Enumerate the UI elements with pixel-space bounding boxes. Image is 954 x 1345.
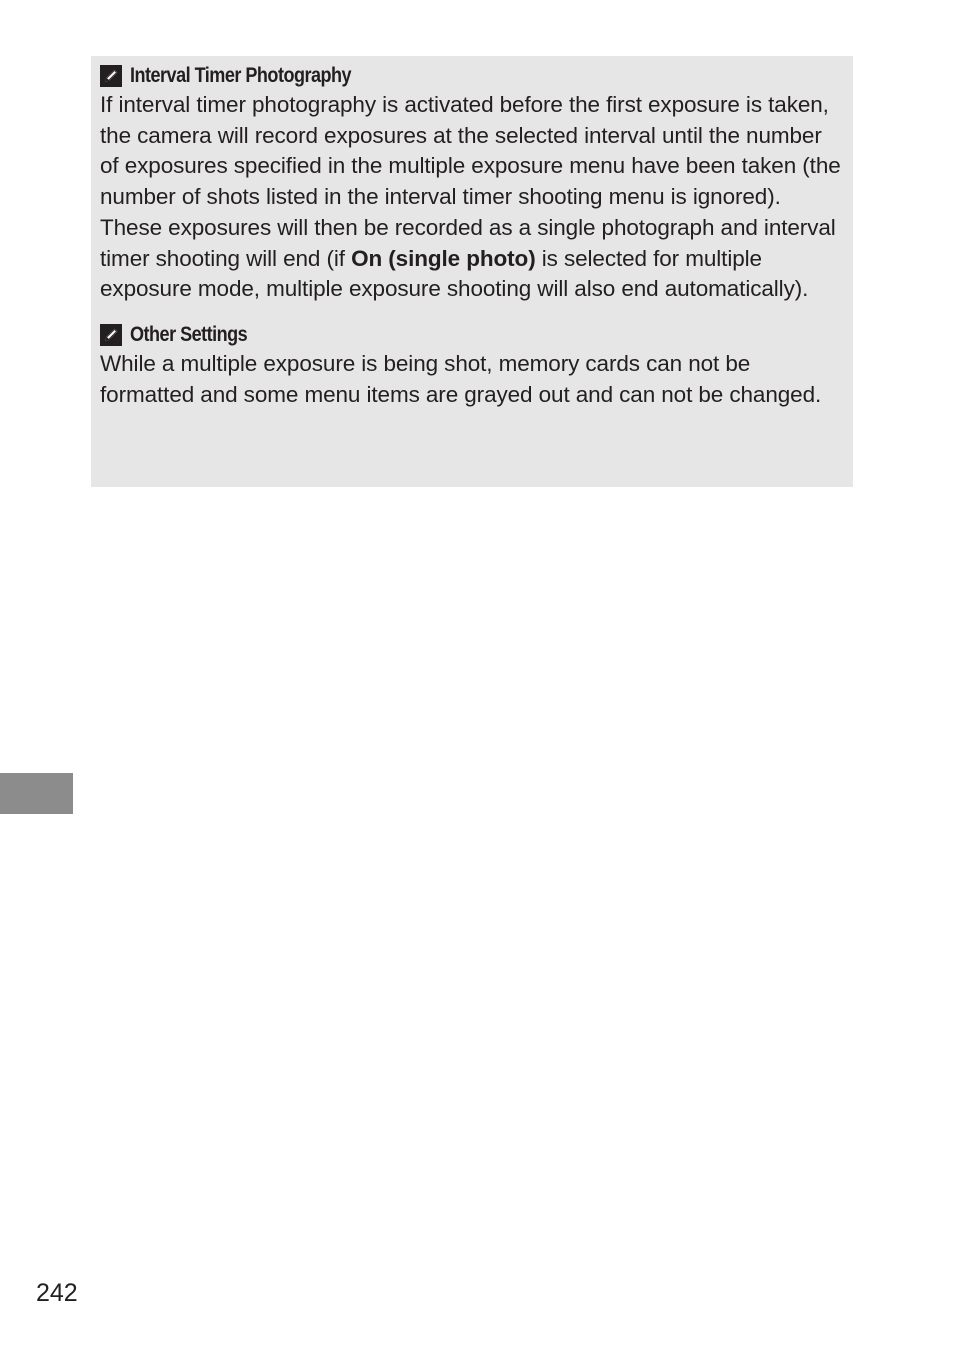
note-other-settings [100,321,844,410]
pencil-note-icon [100,65,122,87]
note-body-text: If interval timer photography is activated before the first exposure is taken, the camera will record exposures at the selected interval until the number of exposures specified in the multiple exposure menu have been taken (the number of shots listed in the interval timer shooting menu is ignored). These exposures will then be recorded as a single photograph and interval timer shooting will end (if [100,92,841,271]
note-heading [100,321,844,349]
pencil-note-icon [100,324,122,346]
notes-box [91,56,853,487]
page-number: 242 [36,1279,78,1307]
note-heading [100,62,844,90]
menu-option-name: On (single photo) [351,245,536,271]
note-body [100,90,844,305]
chapter-side-tab [0,773,73,814]
note-body: While a multiple exposure is being shot, memory cards can not be formatted and some menu items are grayed out and can not be changed. [100,350,822,407]
note-body-text: is selected for multiple exposure mode, multiple exposure shooting will also end automatically). [100,245,809,302]
note-title: Interval Timer Photography [130,64,352,87]
note-title: Other Settings [130,322,248,346]
note-interval-timer [100,62,844,305]
